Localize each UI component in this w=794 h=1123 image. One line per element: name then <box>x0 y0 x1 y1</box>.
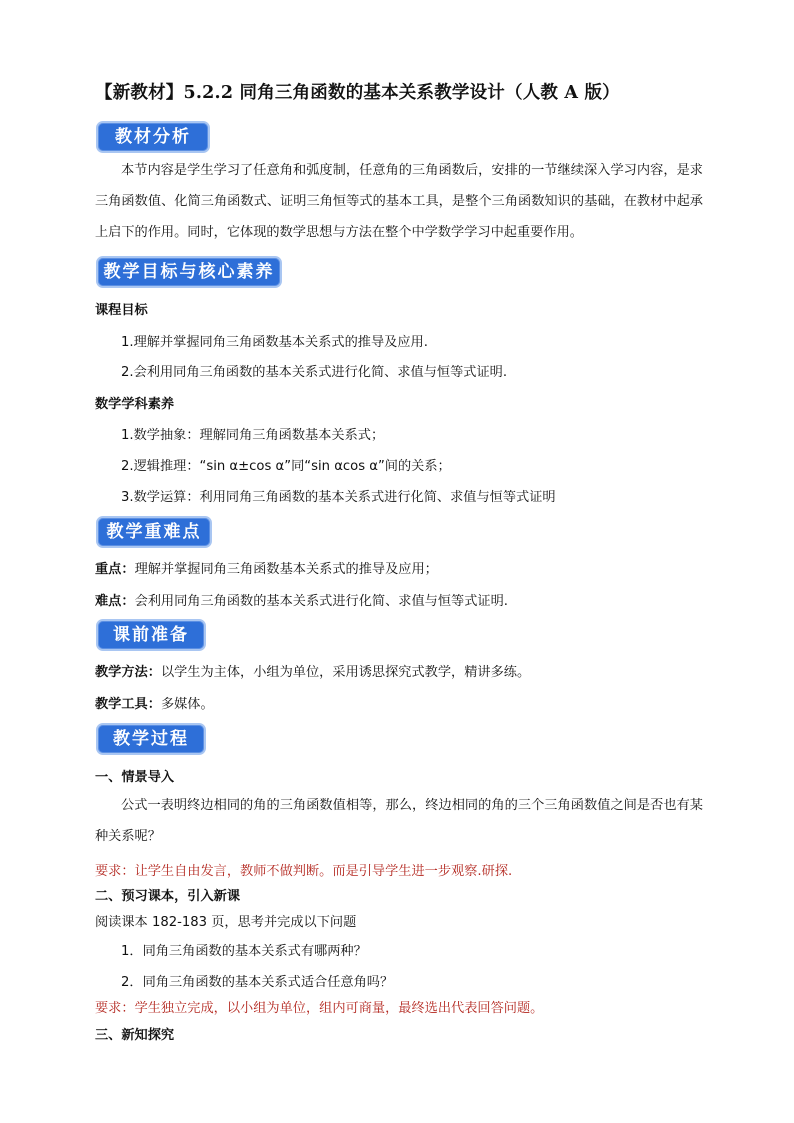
step1-requirement-line <box>95 860 512 879</box>
teaching-tool-text: 多媒体。 <box>160 697 214 712</box>
teaching-tool-label: 教学工具： <box>95 697 161 712</box>
section-badge-difficulty: 教学重难点 <box>96 516 212 548</box>
section-badge-process: 教学过程 <box>96 723 206 755</box>
literacy-item: 1.数学抽象：理解同角三角函数基本关系式； <box>121 428 385 443</box>
section-badge-prep: 课前准备 <box>96 619 206 651</box>
step2-text: 阅读课本 182-183 页，思考并完成以下问题 <box>95 915 357 930</box>
step2-question: 2．同角三角函数的基本关系式适合任意角吗？ <box>121 975 394 990</box>
course-goal-item: 1.理解并掌握同角三角函数基本关系式的推导及应用. <box>121 335 428 350</box>
step2-requirement-line <box>95 997 543 1016</box>
hard-point-line <box>95 590 508 609</box>
hard-point-text: 会利用同角三角函数的基本关系式进行化简、求值与恒等式证明. <box>134 594 509 609</box>
key-point-line <box>95 558 438 577</box>
course-goals-heading: 课程目标 <box>95 303 148 318</box>
step2-requirement-text: 学生独立完成，以小组为单位，组内可商量，最终选出代表回答问题。 <box>134 1001 544 1016</box>
key-point-text: 理解并掌握同角三角函数基本关系式的推导及应用； <box>134 562 438 577</box>
key-point-label: 重点： <box>95 562 135 577</box>
step2-requirement-label: 要求： <box>95 1001 135 1016</box>
step1-paragraph: 公式一表明终边相同的角的三角函数值相等，那么，终边相同的角的三个三角函数值之间是否也有某种关系呢？ <box>95 798 703 844</box>
teaching-method-line <box>95 661 530 680</box>
literacy-heading: 数学学科素养 <box>95 397 175 412</box>
teaching-method-label: 教学方法： <box>95 665 161 680</box>
step2-question: 1．同角三角函数的基本关系式有哪两种？ <box>121 944 367 959</box>
step1-heading: 一、情景导入 <box>95 770 175 785</box>
document-title: 【新教材】5.2.2 同角三角函数的基本关系教学设计（人教 A 版） <box>95 83 620 103</box>
section-badge-analysis: 教材分析 <box>96 121 210 153</box>
step1-requirement-text: 让学生自由发言，教师不做判断。而是引导学生进一步观察.研探. <box>134 864 513 879</box>
step1-requirement-label: 要求： <box>95 864 135 879</box>
literacy-item: 2.逻辑推理：“sin α±cos α”同“sin αcos α”间的关系； <box>121 459 451 474</box>
section-badge-goals: 教学目标与核心素养 <box>96 256 282 288</box>
course-goal-item: 2.会利用同角三角函数的基本关系式进行化简、求值与恒等式证明. <box>121 365 508 380</box>
teaching-method-text: 以学生为主体，小组为单位，采用诱思探究式教学，精讲多练。 <box>160 665 531 680</box>
literacy-item: 3.数学运算：利用同角三角函数的基本关系式进行化简、求值与恒等式证明 <box>121 490 556 505</box>
step3-heading: 三、新知探究 <box>95 1028 175 1043</box>
analysis-paragraph: 本节内容是学生学习了任意角和弧度制，任意角的三角函数后，安排的一节继续深入学习内容，是求三角函数值、化简三角函数式、证明三角恒等式的基本工具，是整个三角函数知识的基础，在教材中起承上启下的作用。同时，它体现的数学思想与方法在整个中学数学学习中起重要作用。 <box>95 163 703 240</box>
teaching-tool-line <box>95 693 214 712</box>
step2-heading: 二、预习课本，引入新课 <box>95 889 241 904</box>
hard-point-label: 难点： <box>95 594 135 609</box>
